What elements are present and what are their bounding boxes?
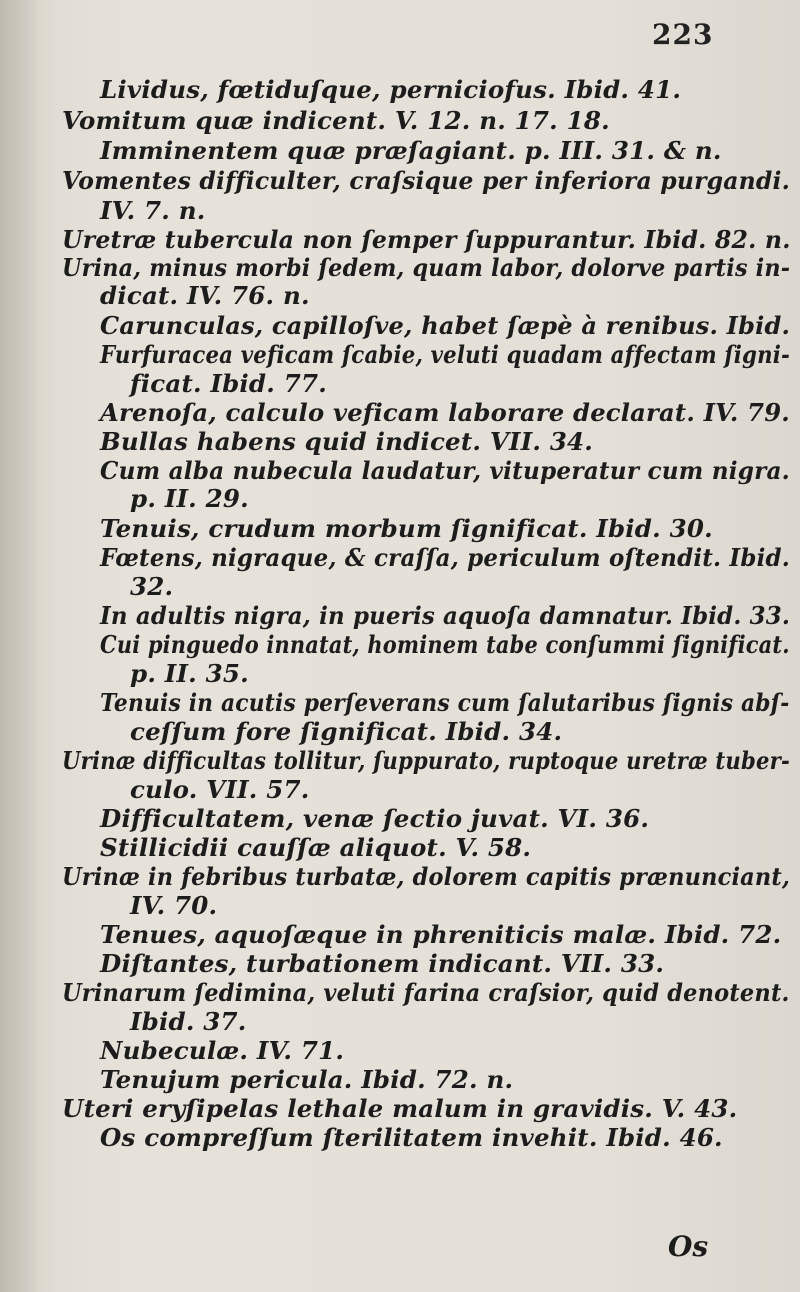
index-line: Difficultatem, venæ ſectio juvat. VI. 36. xyxy=(100,804,650,833)
index-line: Bullas habens quid indicet. VII. 34. xyxy=(100,427,594,456)
index-line: Uteri eryſipelas lethale malum in gravidis. V. 43. xyxy=(62,1094,738,1123)
index-line: Ibid. 37. xyxy=(130,1007,247,1036)
page-gutter xyxy=(0,0,36,1292)
index-line: p. II. 35. xyxy=(130,659,249,688)
index-line: Uretræ tubercula non ſemper ſuppurantur. Ibid. 82. n. xyxy=(62,225,791,254)
index-line: Nubeculæ. IV. 71. xyxy=(100,1036,345,1065)
index-line: 32. xyxy=(130,572,174,601)
catchword: Os xyxy=(668,1230,709,1263)
index-line: Urinæ difficultas tollitur, ſuppurato, ruptoque uretræ tuber- xyxy=(62,746,790,775)
index-line: Cui pinguedo innatat, hominem tabe conſummi ſignificat. xyxy=(100,630,790,659)
index-line: culo. VII. 57. xyxy=(130,775,310,804)
index-line: Vomentes difficulter, craſsique per inferiora purgandi. xyxy=(62,166,791,195)
index-line: Vomitum quæ indicent. V. 12. n. 17. 18. xyxy=(62,106,610,135)
index-line: Cum alba nubecula laudatur, vituperatur cum nigra. xyxy=(100,456,790,485)
index-line: Urina, minus morbi ſedem, quam labor, dolorve partis in- xyxy=(62,253,791,282)
index-line: Urinæ in febribus turbatæ, dolorem capitis prænunciant, xyxy=(62,862,790,891)
index-line: Urinarum ſedimina, veluti farina craſsior, quid denotent. xyxy=(62,978,790,1007)
index-line: Os compreſſum ſterilitatem invehit. Ibid. 46. xyxy=(100,1123,723,1152)
index-line: Lividus, fœtiduſque, perniciofus. Ibid. 41. xyxy=(100,75,682,104)
index-line: Imminentem quæ præſagiant. p. III. 31. & n. xyxy=(100,136,722,165)
index-line: Tenujum pericula. Ibid. 72. n. xyxy=(100,1065,514,1094)
index-line: ficat. Ibid. 77. xyxy=(130,369,327,398)
index-line: Fœtens, nigraque, & craſſa, periculum oſtendit. Ibid. xyxy=(100,543,791,572)
index-line: Tenues, aquoſæque in phreniticis malæ. Ibid. 72. xyxy=(100,920,782,949)
index-line: In adultis nigra, in pueris aquoſa damnatur. Ibid. 33. xyxy=(100,601,791,630)
index-line: ceſſum fore ſignificat. Ibid. 34. xyxy=(130,717,563,746)
index-line: Arenoſa, calculo veficam laborare declarat. IV. 79. xyxy=(100,398,790,427)
index-line: Carunculas, capilloſve, habet ſæpè à renibus. Ibid. xyxy=(100,311,791,340)
page-number: 223 xyxy=(652,18,714,51)
index-line: IV. 70. xyxy=(130,891,218,920)
index-line: p. II. 29. xyxy=(130,484,249,513)
index-line: Furfuracea veficam ſcabie, veluti quadam affectam ſigni- xyxy=(100,340,790,369)
index-line: Stillicidii cauſſæ aliquot. V. 58. xyxy=(100,833,532,862)
index-line: Tenuis, crudum morbum ſignificat. Ibid. 30. xyxy=(100,514,713,543)
index-line: dicat. IV. 76. n. xyxy=(100,281,310,310)
index-line: Tenuis in acutis perſeverans cum ſalutaribus ſignis abſ- xyxy=(100,688,790,717)
index-line: IV. 7. n. xyxy=(100,196,206,225)
index-line: Diſtantes, turbationem indicant. VII. 33. xyxy=(100,949,665,978)
